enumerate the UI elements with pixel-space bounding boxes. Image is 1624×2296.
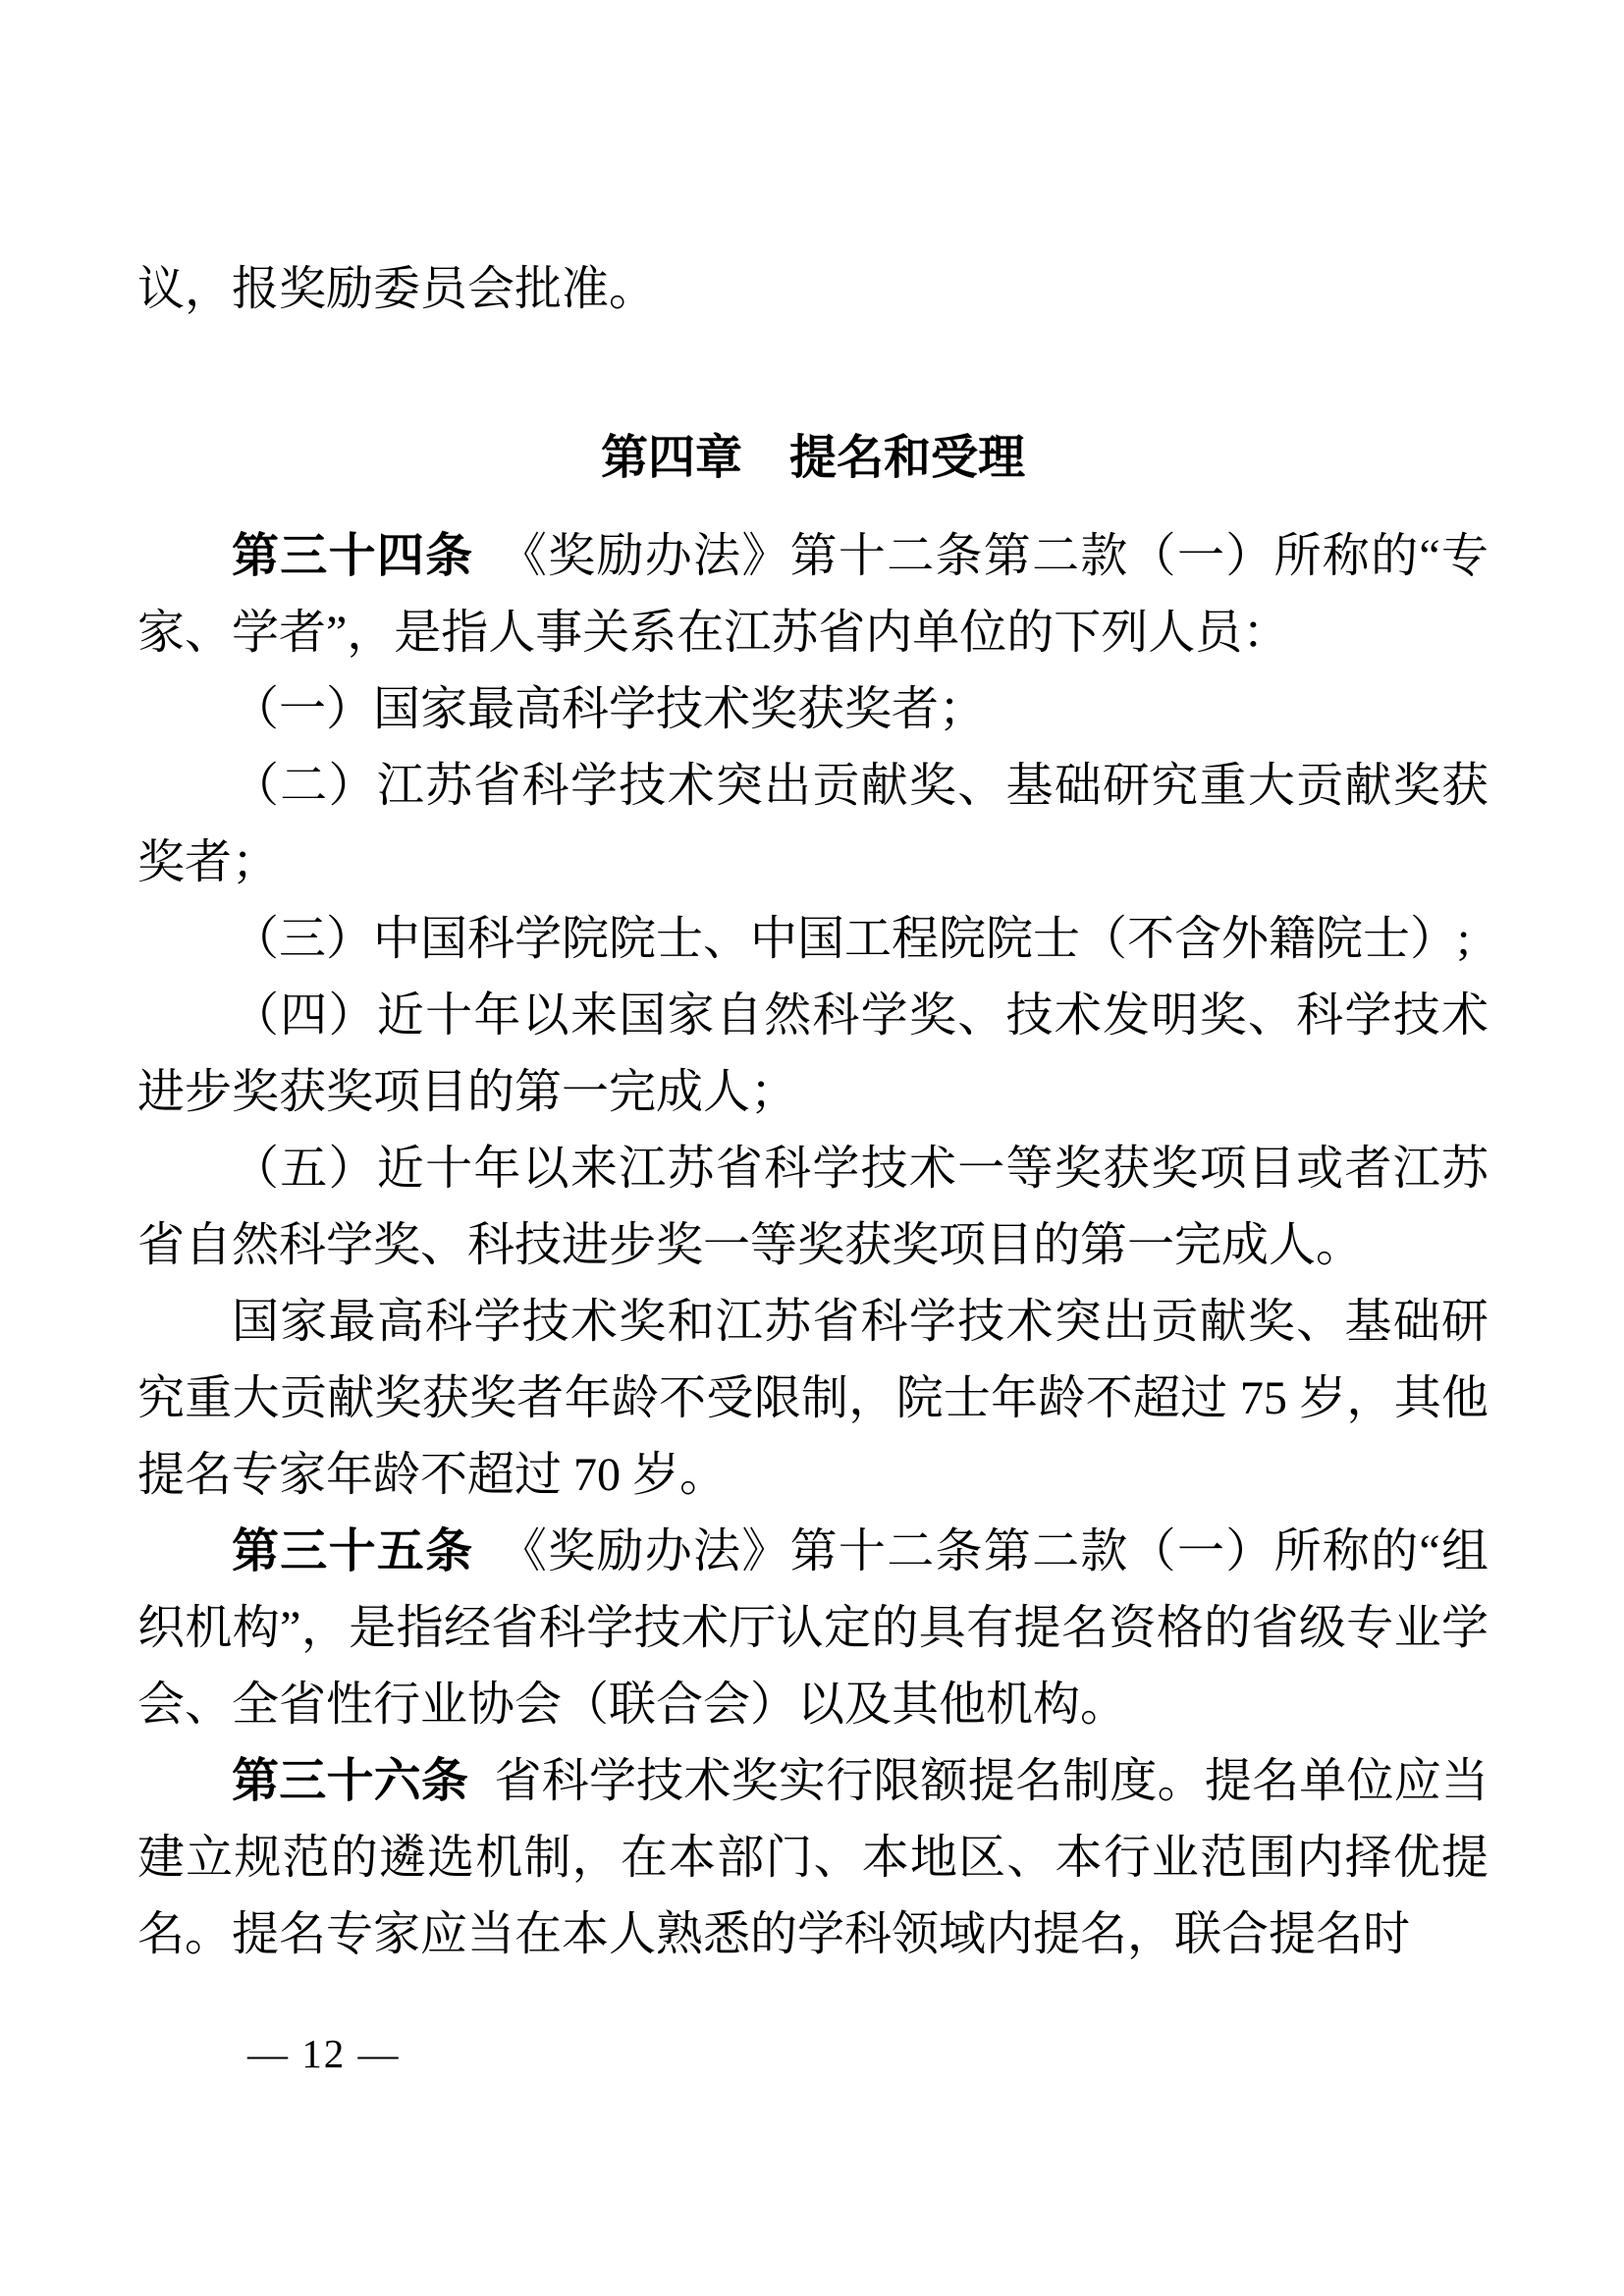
article-lead: 第三十四条 xyxy=(232,530,474,582)
list-item-paragraph xyxy=(137,901,1489,978)
article-paragraph xyxy=(137,1514,1489,1743)
paragraph-text: （五）近十年以来江苏省科学技术一等奖获奖项目或者江苏省自然科学奖、科技进步奖一等奖获奖项目的第一完成人。 xyxy=(137,1143,1489,1271)
body-paragraph xyxy=(137,1284,1489,1514)
paragraph-text: （四）近十年以来国家自然科学奖、技术发明奖、科学技术进步奖获奖项目的第一完成人； xyxy=(137,989,1489,1118)
article-lead: 第三十五条 xyxy=(232,1525,474,1577)
list-item-paragraph xyxy=(137,671,1489,748)
article-paragraph xyxy=(137,1743,1489,1973)
body-text xyxy=(137,251,1489,1973)
chapter-heading: 第四章 提名和受理 xyxy=(600,432,1025,484)
article-paragraph xyxy=(137,518,1489,671)
list-item-paragraph xyxy=(137,978,1489,1131)
list-item-paragraph xyxy=(137,1131,1489,1284)
paragraph-text: 《奖励办法》第十二条第二款（一）所称的“组织机构”，是指经省科学技术厅认定的具有提名资格的省级专业学会、全省性行业协会（联合会）以及其他机构。 xyxy=(137,1525,1489,1731)
list-item-paragraph xyxy=(137,748,1489,901)
paragraph-text: 省科学技术奖实行限额提名制度。提名单位应当建立规范的遴选机制，在本部门、本地区、本行业范围内择优提名。提名专家应当在本人熟悉的学科领域内提名，联合提名时 xyxy=(137,1755,1489,1960)
article-lead: 第三十六条 xyxy=(232,1755,469,1807)
page-number: — 12 — xyxy=(247,2031,401,2076)
continuation-paragraph: 议，报奖励委员会批准。 xyxy=(137,263,657,315)
paragraph-text: （二）江苏省科学技术突出贡献奖、基础研究重大贡献奖获奖者； xyxy=(137,760,1489,888)
paragraph-text: 国家最高科学技术奖和江苏省科学技术突出贡献奖、基础研究重大贡献奖获奖者年龄不受限制，院士年龄不超过 75 岁，其他提名专家年龄不超过 70 岁。 xyxy=(137,1296,1489,1501)
paragraph-text: （三）中国科学院院士、中国工程院院士（不含外籍院士）; xyxy=(232,913,1471,965)
paragraph-text: （一）国家最高科学技术奖获奖者； xyxy=(232,683,987,735)
paragraph-text: 《奖励办法》第十二条第二款（一）所称的“专家、学者”，是指人事关系在江苏省内单位的下列人员： xyxy=(137,530,1489,659)
